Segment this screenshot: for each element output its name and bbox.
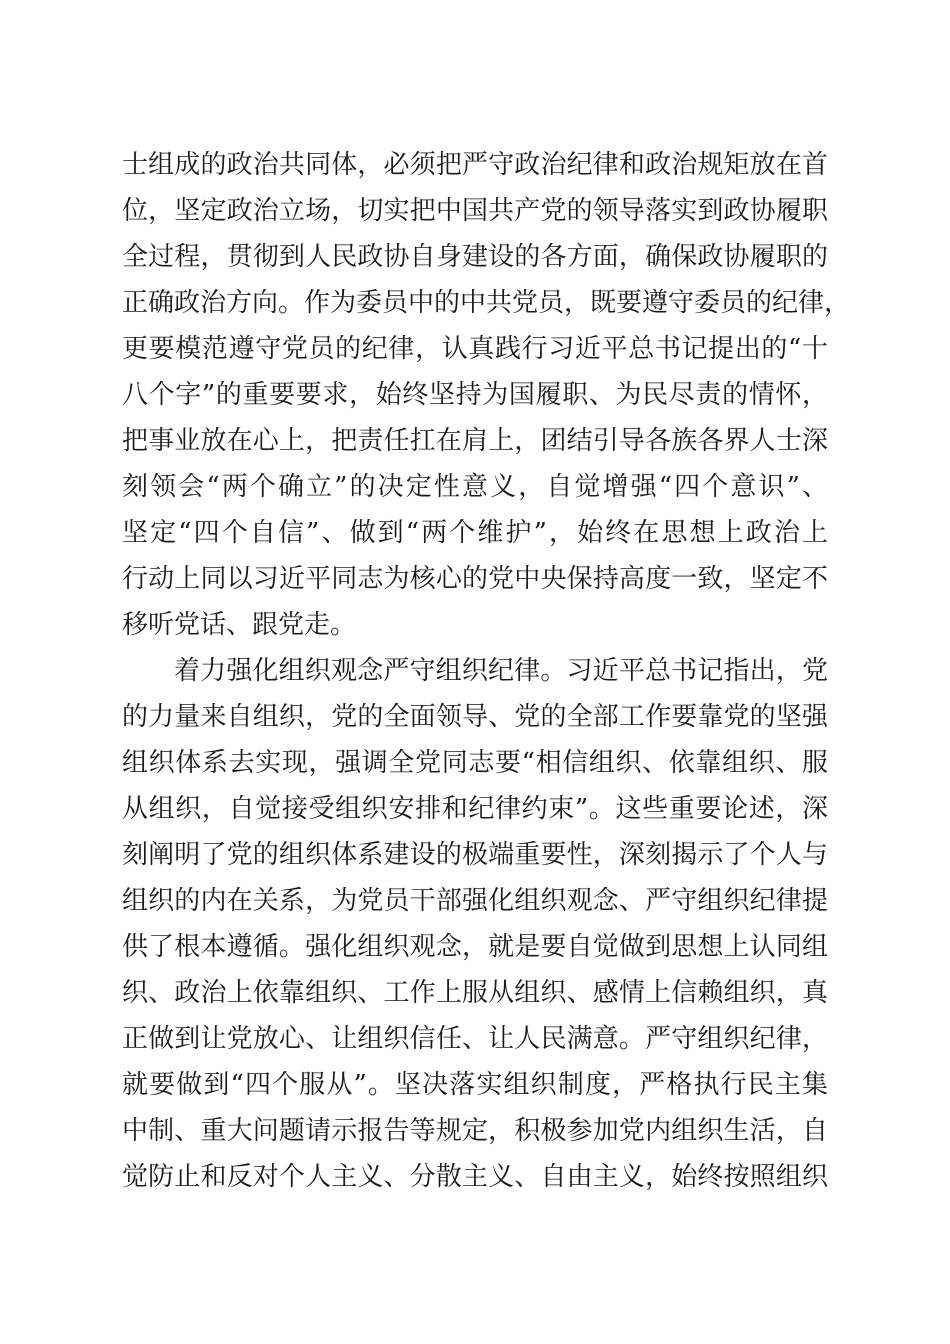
text-line-11: 移听党话、跟党走。 [122, 610, 357, 640]
text-line-6: 八个字”的重要要求，始终坚持为国履职、为民尽责的情怀， [122, 380, 828, 410]
text-line-13: 的力量来自组织，党的全面领导、党的全部工作要靠党的坚强 [122, 702, 828, 732]
text-line-5: 更要模范遵守党员的纪律，认真践行习近平总书记提出的“十 [122, 334, 828, 364]
text-line-22: 中制、重大问题请示报告等规定，积极参加党内组织生活，自 [122, 1116, 828, 1146]
text-line-17: 组织的内在关系，为党员干部强化组织观念、严守组织纪律提 [122, 886, 828, 916]
text-line-20: 正做到让党放心、让组织信任、让人民满意。严守组织纪律， [122, 1024, 828, 1054]
text-line-4: 正确政治方向。作为委员中的中共党员，既要遵守委员的纪律， [122, 288, 851, 318]
document-body [122, 142, 851, 1200]
text-line-7: 把事业放在心上，把责任扛在肩上，团结引导各族各界人士深 [122, 426, 828, 456]
text-line-15: 从组织，自觉接受组织安排和纪律约束”。这些重要论述，深 [122, 794, 828, 824]
text-line-23: 觉防止和反对个人主义、分散主义、自由主义，始终按照组织 [122, 1162, 828, 1192]
text-line-21: 就要做到“四个服从”。坚决落实组织制度，严格执行民主集 [122, 1070, 828, 1100]
text-line-3: 全过程，贯彻到人民政协自身建设的各方面，确保政协履职的 [122, 242, 828, 272]
text-line-10: 行动上同以习近平同志为核心的党中央保持高度一致，坚定不 [122, 564, 828, 594]
text-line-14: 组织体系去实现，强调全党同志要“相信组织、依靠组织、服 [122, 748, 828, 778]
text-line-1: 士组成的政治共同体，必须把严守政治纪律和政治规矩放在首 [122, 150, 828, 180]
text-line-16: 刻阐明了党的组织体系建设的极端重要性，深刻揭示了个人与 [122, 840, 828, 870]
text-line-19: 织、政治上依靠组织、工作上服从组织、感情上信赖组织，真 [122, 978, 828, 1008]
text-line-8: 刻领会“两个确立”的决定性意义，自觉增强“四个意识”、 [122, 472, 828, 502]
text-line-12: 着力强化组织观念严守组织纪律。习近平总书记指出，党 [174, 656, 828, 686]
text-line-18: 供了根本遵循。强化组织观念，就是要自觉做到思想上认同组 [122, 932, 828, 962]
text-line-9: 坚定“四个自信”、做到“两个维护”，始终在思想上政治上 [122, 518, 828, 548]
text-line-2: 位，坚定政治立场，切实把中国共产党的领导落实到政协履职 [122, 196, 828, 226]
